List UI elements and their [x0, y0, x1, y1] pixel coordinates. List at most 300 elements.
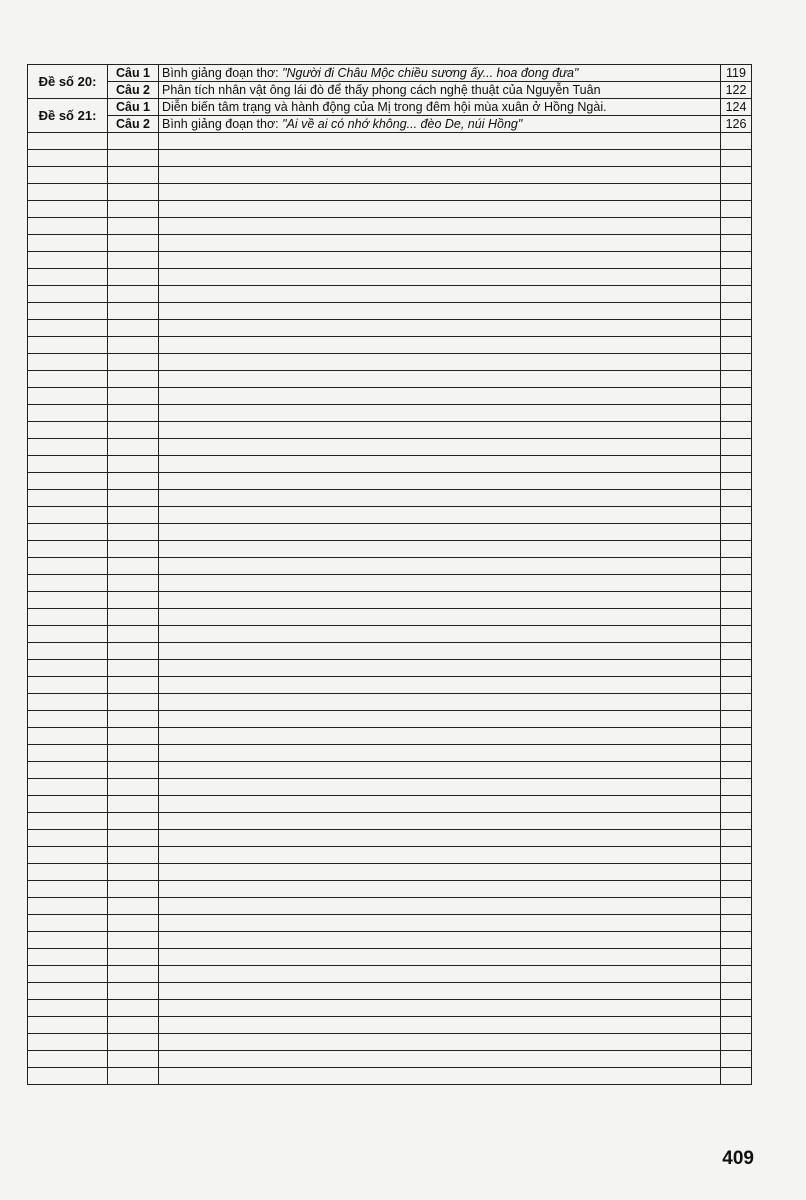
- empty-cell: [159, 201, 721, 218]
- empty-cell: [159, 303, 721, 320]
- empty-cell: [28, 932, 108, 949]
- empty-cell: [28, 728, 108, 745]
- empty-cell: [159, 1051, 721, 1068]
- empty-cell: [108, 796, 159, 813]
- toc-row: [28, 286, 752, 303]
- empty-cell: [721, 575, 752, 592]
- empty-cell: [721, 1000, 752, 1017]
- empty-cell: [108, 541, 159, 558]
- empty-cell: [159, 677, 721, 694]
- empty-cell: [28, 796, 108, 813]
- empty-cell: [108, 1068, 159, 1085]
- empty-cell: [108, 235, 159, 252]
- empty-cell: [159, 864, 721, 881]
- question-label: Câu 2: [108, 116, 159, 133]
- toc-row: [28, 1051, 752, 1068]
- empty-cell: [159, 269, 721, 286]
- question-text: [159, 116, 721, 133]
- table-of-contents: [27, 64, 752, 1085]
- empty-cell: [159, 847, 721, 864]
- toc-row: [28, 354, 752, 371]
- empty-cell: [108, 218, 159, 235]
- empty-cell: [159, 1068, 721, 1085]
- empty-cell: [721, 609, 752, 626]
- empty-cell: [108, 133, 159, 150]
- empty-cell: [28, 847, 108, 864]
- empty-cell: [159, 592, 721, 609]
- empty-cell: [28, 575, 108, 592]
- empty-cell: [28, 779, 108, 796]
- exam-label: Đề số 20:: [28, 65, 108, 99]
- empty-cell: [108, 184, 159, 201]
- empty-cell: [721, 643, 752, 660]
- toc-row: [28, 439, 752, 456]
- empty-cell: [159, 150, 721, 167]
- empty-cell: [159, 626, 721, 643]
- question-text: [159, 65, 721, 82]
- toc-row: [28, 1068, 752, 1085]
- empty-cell: [108, 150, 159, 167]
- empty-cell: [159, 1017, 721, 1034]
- empty-cell: [28, 286, 108, 303]
- toc-row: [28, 541, 752, 558]
- empty-cell: [28, 915, 108, 932]
- toc-row: [28, 609, 752, 626]
- empty-cell: [108, 252, 159, 269]
- empty-cell: [28, 983, 108, 1000]
- toc-row: [28, 456, 752, 473]
- empty-cell: [721, 541, 752, 558]
- empty-cell: [28, 235, 108, 252]
- toc-row: [28, 864, 752, 881]
- empty-cell: [159, 609, 721, 626]
- empty-cell: [721, 847, 752, 864]
- empty-cell: [721, 779, 752, 796]
- empty-cell: [159, 490, 721, 507]
- exam-label: Đề số 21:: [28, 99, 108, 133]
- empty-cell: [28, 813, 108, 830]
- empty-cell: [159, 830, 721, 847]
- empty-cell: [159, 949, 721, 966]
- toc-row: [28, 626, 752, 643]
- empty-cell: [721, 354, 752, 371]
- empty-cell: [159, 541, 721, 558]
- empty-cell: [28, 252, 108, 269]
- question-text-lead: Bình giảng đoạn thơ:: [162, 117, 283, 131]
- toc-row: [28, 184, 752, 201]
- empty-cell: [721, 983, 752, 1000]
- question-text-lead: Bình giảng đoạn thơ:: [162, 66, 283, 80]
- empty-cell: [108, 286, 159, 303]
- empty-cell: [159, 439, 721, 456]
- empty-cell: [721, 303, 752, 320]
- toc-row: [28, 99, 752, 116]
- empty-cell: [108, 745, 159, 762]
- question-quote: "Người đi Châu Mộc chiều sương ấy... hoa đong đưa": [282, 66, 579, 80]
- toc-row: [28, 388, 752, 405]
- empty-cell: [159, 405, 721, 422]
- page-number: 409: [722, 1148, 754, 1169]
- empty-cell: [108, 320, 159, 337]
- empty-cell: [721, 184, 752, 201]
- empty-cell: [28, 150, 108, 167]
- question-label: Câu 1: [108, 99, 159, 116]
- empty-cell: [108, 932, 159, 949]
- empty-cell: [159, 456, 721, 473]
- empty-cell: [721, 677, 752, 694]
- empty-cell: [108, 847, 159, 864]
- question-text-lead: Diễn biến tâm trạng và hành động của Mị trong đêm hội mùa xuân ở Hồng Ngài.: [162, 100, 607, 114]
- empty-cell: [159, 184, 721, 201]
- toc-row: [28, 660, 752, 677]
- toc-row: [28, 65, 752, 82]
- empty-cell: [721, 456, 752, 473]
- empty-cell: [721, 966, 752, 983]
- empty-cell: [108, 1034, 159, 1051]
- empty-cell: [108, 422, 159, 439]
- toc-row: [28, 150, 752, 167]
- toc-row: [28, 218, 752, 235]
- empty-cell: [721, 422, 752, 439]
- empty-cell: [159, 524, 721, 541]
- page-ref: 126: [721, 116, 752, 133]
- empty-cell: [721, 711, 752, 728]
- empty-cell: [108, 558, 159, 575]
- toc-row: [28, 677, 752, 694]
- empty-cell: [28, 473, 108, 490]
- empty-cell: [721, 864, 752, 881]
- empty-cell: [159, 932, 721, 949]
- empty-cell: [721, 524, 752, 541]
- empty-cell: [721, 150, 752, 167]
- empty-cell: [159, 252, 721, 269]
- empty-cell: [108, 643, 159, 660]
- toc-row: [28, 133, 752, 150]
- question-quote: "Ai về ai có nhớ không... đèo De, núi Hồng": [282, 117, 523, 131]
- empty-cell: [108, 575, 159, 592]
- empty-cell: [108, 728, 159, 745]
- toc-row: [28, 269, 752, 286]
- empty-cell: [108, 473, 159, 490]
- toc-row: [28, 1034, 752, 1051]
- empty-cell: [721, 218, 752, 235]
- toc-row: [28, 575, 752, 592]
- empty-cell: [108, 269, 159, 286]
- toc-row: [28, 728, 752, 745]
- empty-cell: [721, 898, 752, 915]
- empty-cell: [28, 949, 108, 966]
- page-ref: 124: [721, 99, 752, 116]
- toc-row: [28, 983, 752, 1000]
- question-text: [159, 82, 721, 99]
- empty-cell: [721, 320, 752, 337]
- empty-cell: [159, 575, 721, 592]
- empty-cell: [108, 813, 159, 830]
- toc-row: [28, 82, 752, 99]
- toc-row: [28, 167, 752, 184]
- page-ref: 122: [721, 82, 752, 99]
- question-label: Câu 1: [108, 65, 159, 82]
- question-text: [159, 99, 721, 116]
- empty-cell: [108, 898, 159, 915]
- empty-cell: [28, 218, 108, 235]
- empty-cell: [159, 167, 721, 184]
- toc-row: [28, 592, 752, 609]
- toc-row: [28, 405, 752, 422]
- empty-cell: [159, 422, 721, 439]
- toc-row: [28, 116, 752, 133]
- page-ref: 119: [721, 65, 752, 82]
- empty-cell: [721, 405, 752, 422]
- empty-cell: [108, 303, 159, 320]
- empty-cell: [28, 626, 108, 643]
- empty-cell: [721, 490, 752, 507]
- empty-cell: [108, 660, 159, 677]
- empty-cell: [721, 949, 752, 966]
- empty-cell: [159, 694, 721, 711]
- empty-cell: [159, 881, 721, 898]
- empty-cell: [721, 439, 752, 456]
- empty-cell: [28, 1000, 108, 1017]
- empty-cell: [721, 592, 752, 609]
- empty-cell: [28, 711, 108, 728]
- empty-cell: [28, 1051, 108, 1068]
- empty-cell: [721, 235, 752, 252]
- empty-cell: [28, 320, 108, 337]
- empty-cell: [28, 966, 108, 983]
- empty-cell: [721, 1034, 752, 1051]
- empty-cell: [159, 320, 721, 337]
- empty-cell: [108, 983, 159, 1000]
- empty-cell: [159, 235, 721, 252]
- empty-cell: [108, 677, 159, 694]
- toc-body: [28, 65, 752, 1085]
- empty-cell: [28, 1034, 108, 1051]
- empty-cell: [108, 1000, 159, 1017]
- toc-row: [28, 320, 752, 337]
- empty-cell: [721, 558, 752, 575]
- empty-cell: [28, 762, 108, 779]
- toc-row: [28, 694, 752, 711]
- empty-cell: [28, 881, 108, 898]
- empty-cell: [721, 371, 752, 388]
- empty-cell: [108, 490, 159, 507]
- empty-cell: [28, 201, 108, 218]
- empty-cell: [159, 507, 721, 524]
- empty-cell: [28, 677, 108, 694]
- empty-cell: [721, 167, 752, 184]
- empty-cell: [108, 1017, 159, 1034]
- empty-cell: [28, 184, 108, 201]
- empty-cell: [159, 643, 721, 660]
- empty-cell: [28, 405, 108, 422]
- empty-cell: [721, 932, 752, 949]
- toc-row: [28, 915, 752, 932]
- empty-cell: [28, 864, 108, 881]
- empty-cell: [28, 439, 108, 456]
- empty-cell: [28, 1068, 108, 1085]
- empty-cell: [159, 983, 721, 1000]
- empty-cell: [159, 133, 721, 150]
- empty-cell: [28, 507, 108, 524]
- empty-cell: [108, 762, 159, 779]
- empty-cell: [28, 592, 108, 609]
- empty-cell: [108, 405, 159, 422]
- empty-cell: [108, 524, 159, 541]
- toc-row: [28, 473, 752, 490]
- empty-cell: [721, 728, 752, 745]
- empty-cell: [108, 507, 159, 524]
- toc-row: [28, 711, 752, 728]
- toc-row: [28, 337, 752, 354]
- empty-cell: [28, 609, 108, 626]
- empty-cell: [108, 830, 159, 847]
- empty-cell: [159, 337, 721, 354]
- empty-cell: [28, 388, 108, 405]
- empty-cell: [28, 660, 108, 677]
- empty-cell: [108, 864, 159, 881]
- toc-row: [28, 830, 752, 847]
- toc-row: [28, 524, 752, 541]
- empty-cell: [108, 388, 159, 405]
- empty-cell: [159, 779, 721, 796]
- empty-cell: [28, 303, 108, 320]
- empty-cell: [108, 881, 159, 898]
- empty-cell: [721, 915, 752, 932]
- empty-cell: [28, 694, 108, 711]
- toc-row: [28, 422, 752, 439]
- empty-cell: [721, 830, 752, 847]
- empty-cell: [721, 813, 752, 830]
- empty-cell: [28, 456, 108, 473]
- empty-cell: [28, 354, 108, 371]
- empty-cell: [108, 915, 159, 932]
- empty-cell: [28, 133, 108, 150]
- empty-cell: [159, 388, 721, 405]
- empty-cell: [159, 371, 721, 388]
- empty-cell: [159, 1000, 721, 1017]
- question-label: Câu 2: [108, 82, 159, 99]
- empty-cell: [28, 490, 108, 507]
- empty-cell: [721, 252, 752, 269]
- empty-cell: [28, 269, 108, 286]
- empty-cell: [721, 762, 752, 779]
- question-text-lead: Phân tích nhân vật ông lái đò để thấy phong cách nghệ thuật của Nguyễn Tuân: [162, 83, 601, 97]
- empty-cell: [28, 337, 108, 354]
- toc-row: [28, 966, 752, 983]
- empty-cell: [721, 796, 752, 813]
- empty-cell: [28, 422, 108, 439]
- empty-cell: [28, 371, 108, 388]
- toc-row: [28, 898, 752, 915]
- empty-cell: [721, 1017, 752, 1034]
- empty-cell: [108, 354, 159, 371]
- toc-row: [28, 252, 752, 269]
- empty-cell: [159, 915, 721, 932]
- empty-cell: [721, 201, 752, 218]
- empty-cell: [721, 388, 752, 405]
- empty-cell: [108, 439, 159, 456]
- empty-cell: [159, 966, 721, 983]
- empty-cell: [721, 1051, 752, 1068]
- empty-cell: [159, 813, 721, 830]
- empty-cell: [721, 660, 752, 677]
- toc-row: [28, 507, 752, 524]
- toc-row: [28, 558, 752, 575]
- empty-cell: [108, 371, 159, 388]
- empty-cell: [159, 1034, 721, 1051]
- empty-cell: [159, 762, 721, 779]
- toc-row: [28, 1000, 752, 1017]
- toc-row: [28, 490, 752, 507]
- empty-cell: [28, 524, 108, 541]
- empty-cell: [28, 898, 108, 915]
- empty-cell: [721, 1068, 752, 1085]
- empty-cell: [108, 626, 159, 643]
- toc-row: [28, 932, 752, 949]
- empty-cell: [159, 354, 721, 371]
- empty-cell: [108, 711, 159, 728]
- empty-cell: [108, 337, 159, 354]
- toc-row: [28, 303, 752, 320]
- empty-cell: [108, 694, 159, 711]
- empty-cell: [159, 660, 721, 677]
- empty-cell: [159, 745, 721, 762]
- toc-row: [28, 745, 752, 762]
- empty-cell: [721, 286, 752, 303]
- toc-row: [28, 881, 752, 898]
- toc-row: [28, 1017, 752, 1034]
- empty-cell: [28, 643, 108, 660]
- empty-cell: [159, 286, 721, 303]
- empty-cell: [159, 796, 721, 813]
- empty-cell: [108, 949, 159, 966]
- empty-cell: [159, 711, 721, 728]
- empty-cell: [721, 745, 752, 762]
- empty-cell: [721, 881, 752, 898]
- toc-row: [28, 643, 752, 660]
- empty-cell: [159, 473, 721, 490]
- toc-row: [28, 762, 752, 779]
- empty-cell: [721, 133, 752, 150]
- toc-row: [28, 235, 752, 252]
- empty-cell: [159, 728, 721, 745]
- empty-cell: [159, 898, 721, 915]
- empty-cell: [721, 626, 752, 643]
- empty-cell: [108, 201, 159, 218]
- empty-cell: [721, 694, 752, 711]
- toc-row: [28, 949, 752, 966]
- empty-cell: [721, 269, 752, 286]
- empty-cell: [28, 167, 108, 184]
- empty-cell: [28, 745, 108, 762]
- empty-cell: [159, 558, 721, 575]
- empty-cell: [108, 1051, 159, 1068]
- empty-cell: [108, 456, 159, 473]
- empty-cell: [28, 558, 108, 575]
- empty-cell: [721, 473, 752, 490]
- empty-cell: [108, 609, 159, 626]
- toc-row: [28, 796, 752, 813]
- empty-cell: [108, 592, 159, 609]
- empty-cell: [108, 966, 159, 983]
- toc-row: [28, 779, 752, 796]
- empty-cell: [28, 541, 108, 558]
- empty-cell: [28, 830, 108, 847]
- empty-cell: [108, 779, 159, 796]
- empty-cell: [721, 507, 752, 524]
- empty-cell: [28, 1017, 108, 1034]
